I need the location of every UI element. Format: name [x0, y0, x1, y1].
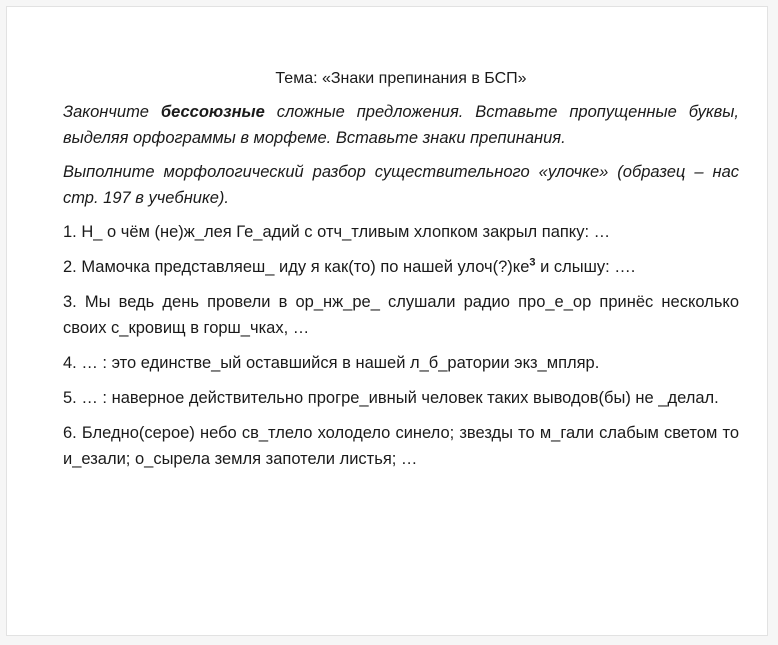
instruction-1: [63, 99, 739, 151]
instruction-1-bold: бессоюзные: [160, 103, 265, 121]
exercise-item-6: 6. Бледно(серое) небо св_тлело холодело синело; звезды то м_гали слабым светом то и_езали; о_сырела земля запотели листья; …: [63, 424, 739, 468]
instruction-2: Выполните морфологический разбор существительного «улочке» (образец – нас стр. 197 в учебнике).: [63, 163, 739, 207]
footnote-marker: 3: [529, 256, 536, 269]
exercise-item-1: 1. Н_ о чём (не)ж_лея Ге_адий с отч_тливым хлопком закрыл папку: …: [63, 223, 611, 241]
document-content: [63, 69, 739, 481]
page-title: Тема: «Знаки препинания в БСП»: [275, 70, 527, 87]
exercise-item-4: 4. … : это единстве_ый оставшийся в нашей л_б_ратории экз_мпляр.: [63, 354, 600, 372]
exercise-item-3: 3. Мы ведь день провели в ор_нж_ре_ слушали радио про_е_ор принёс несколько своих с_кровищ в горш_чках, …: [63, 293, 739, 337]
instruction-1-end: сложные предложения. Вставьте пропущенные буквы, выделяя орфограммы в морфеме. Вставьте знаки препинания.: [63, 103, 739, 147]
instruction-1-start: Закончите: [63, 103, 161, 121]
exercise-item-5: 5. … : наверное действительно прогре_ивный человек таких выводов(бы) не _делал.: [63, 389, 719, 407]
exercise-item-2: [63, 254, 739, 280]
document-page: [6, 6, 768, 636]
exercise-item-2-text: 2. Мамочка представляеш_ иду я как(то) по нашей улоч(?)ке: [63, 258, 530, 276]
exercise-item-2-end: и слышу: ….: [535, 258, 636, 276]
